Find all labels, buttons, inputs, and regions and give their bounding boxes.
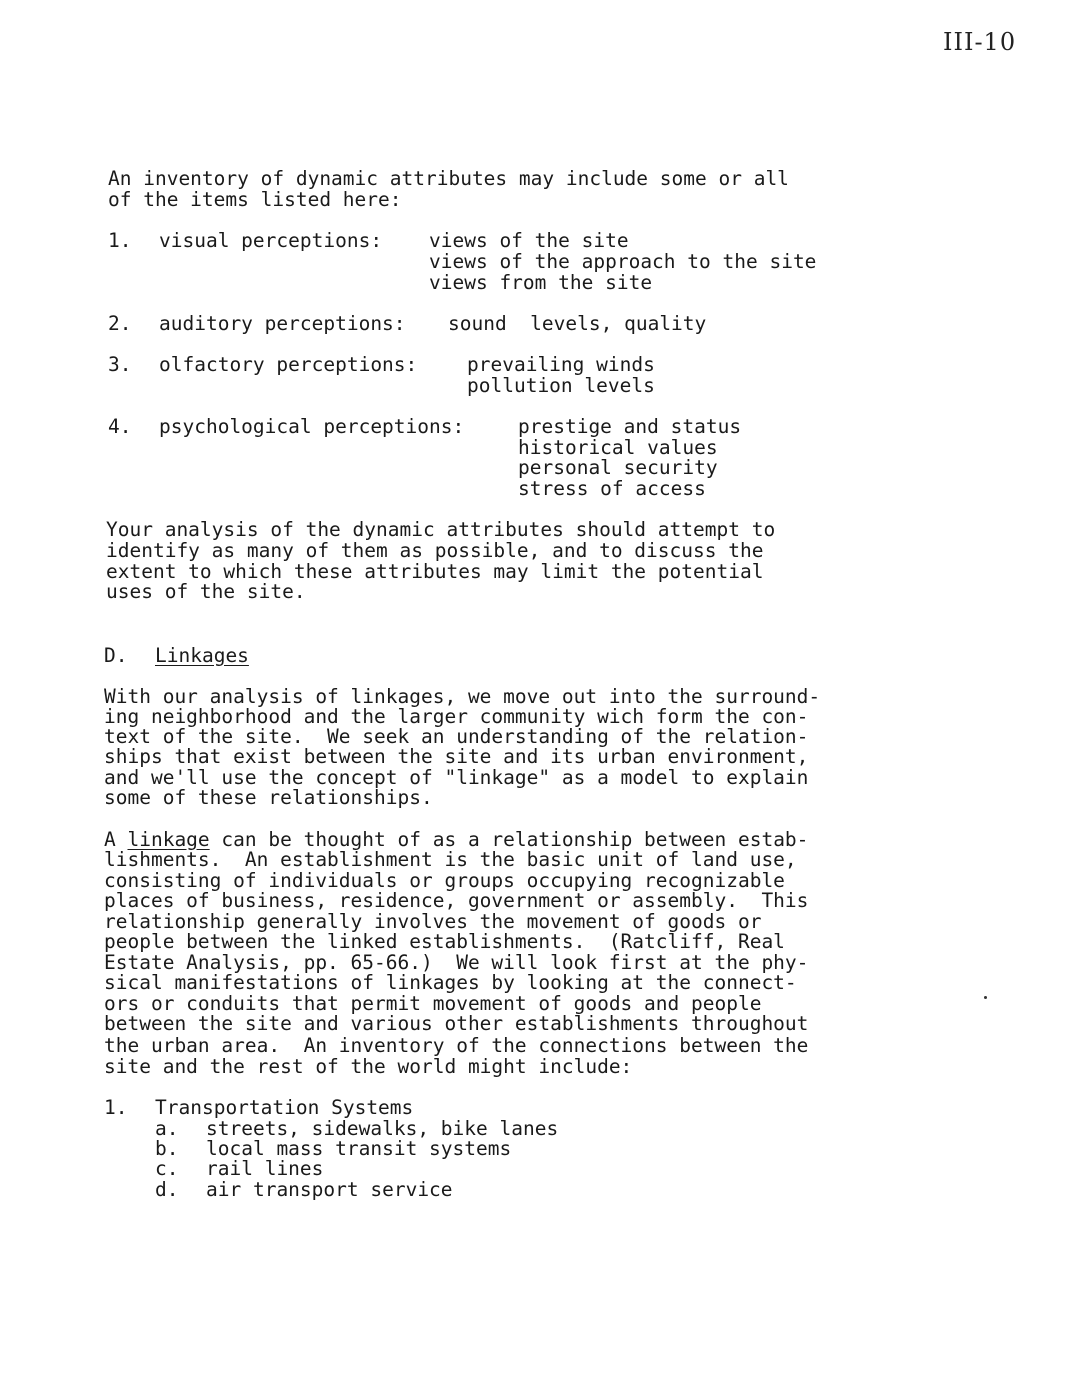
- linkages-p2-line: places of business, residence, government or assembly. This: [104, 889, 809, 912]
- perception-4-value: prestige and status: [518, 415, 742, 438]
- list-item: air transport service: [206, 1178, 453, 1201]
- list-item-letter: b.: [155, 1137, 179, 1160]
- perception-3-label: olfactory perceptions:: [159, 353, 418, 376]
- analysis-line: identify as many of them as possible, and to discuss the: [106, 539, 764, 562]
- linkages-p1-line: some of these relationships.: [104, 786, 433, 809]
- linkages-p2-line: site and the rest of the world might include:: [104, 1055, 633, 1078]
- perception-1-value: views of the approach to the site: [429, 250, 817, 273]
- perception-4-value: personal security: [518, 456, 718, 479]
- perception-3-value: pollution levels: [467, 374, 655, 397]
- perception-1-number: 1.: [108, 229, 132, 252]
- page-number: III-10: [943, 28, 1017, 56]
- list-item: streets, sidewalks, bike lanes: [206, 1117, 559, 1140]
- linkages-p2-suffix: can be thought of as a relationship between estab-: [209, 828, 809, 851]
- analysis-line: uses of the site.: [106, 580, 306, 603]
- perception-2-number: 2.: [108, 312, 132, 335]
- intro-line-2: of the items listed here:: [108, 188, 402, 211]
- perception-3-value: prevailing winds: [467, 353, 655, 376]
- linkages-p2-prefix: A: [104, 828, 128, 851]
- linkage-term: linkage: [127, 828, 210, 851]
- analysis-line: extent to which these attributes may limit the potential: [106, 560, 764, 583]
- perception-1-label: visual perceptions:: [159, 229, 383, 252]
- perception-2-label: auditory perceptions:: [159, 312, 406, 335]
- linkages-p2-line: between the site and various other establishments throughout: [104, 1012, 809, 1035]
- linkages-p2-line: sical manifestations of linkages by looking at the connect-: [104, 971, 797, 994]
- list-item-letter: c.: [155, 1157, 179, 1180]
- perception-2-value: sound levels, quality: [448, 312, 707, 335]
- list-item: rail lines: [206, 1157, 324, 1180]
- linkages-p2-line: the urban area. An inventory of the connections between the: [104, 1034, 809, 1057]
- list-item-letter: a.: [155, 1117, 179, 1140]
- linkages-p2-line: ors or conduits that permit movement of goods and people: [104, 992, 762, 1015]
- list-number: 1.: [104, 1096, 128, 1119]
- section-letter: D.: [104, 644, 128, 667]
- perception-1-value: views from the site: [429, 271, 653, 294]
- linkages-p1-line: and we'll use the concept of "linkage" as a model to explain: [104, 766, 809, 789]
- linkages-p1-line: ships that exist between the site and its urban environment,: [104, 745, 809, 768]
- perception-4-value: stress of access: [518, 477, 706, 500]
- section-heading: Linkages: [155, 644, 249, 667]
- intro-line-1: An inventory of dynamic attributes may include some or all: [108, 167, 789, 190]
- perception-3-number: 3.: [108, 353, 132, 376]
- perception-4-value: historical values: [518, 436, 718, 459]
- linkages-p1-line: With our analysis of linkages, we move out into the surround-: [104, 685, 821, 708]
- perception-4-number: 4.: [108, 415, 132, 438]
- list-item-letter: d.: [155, 1178, 179, 1201]
- linkages-p2-line: Estate Analysis, pp. 65-66.) We will look first at the phy-: [104, 951, 809, 974]
- linkages-p2-line: relationship generally involves the movement of goods or: [104, 910, 762, 933]
- linkages-p1-line: text of the site. We seek an understanding of the relation-: [104, 725, 809, 748]
- analysis-line: Your analysis of the dynamic attributes should attempt to: [106, 518, 776, 541]
- list-item: local mass transit systems: [206, 1137, 512, 1160]
- stray-mark: [984, 996, 987, 999]
- linkages-p1-line: ing neighborhood and the larger community wich form the con-: [104, 705, 809, 728]
- perception-1-value: views of the site: [429, 229, 629, 252]
- linkages-p2-line: consisting of individuals or groups occupying recognizable: [104, 869, 785, 892]
- list-title: Transportation Systems: [155, 1096, 414, 1119]
- linkages-p2-line: lishments. An establishment is the basic unit of land use,: [104, 848, 797, 871]
- linkages-p2-first-line: [104, 830, 808, 850]
- perception-4-label: psychological perceptions:: [159, 415, 465, 438]
- linkages-p2-line: people between the linked establishments. (Ratcliff, Real: [104, 930, 785, 953]
